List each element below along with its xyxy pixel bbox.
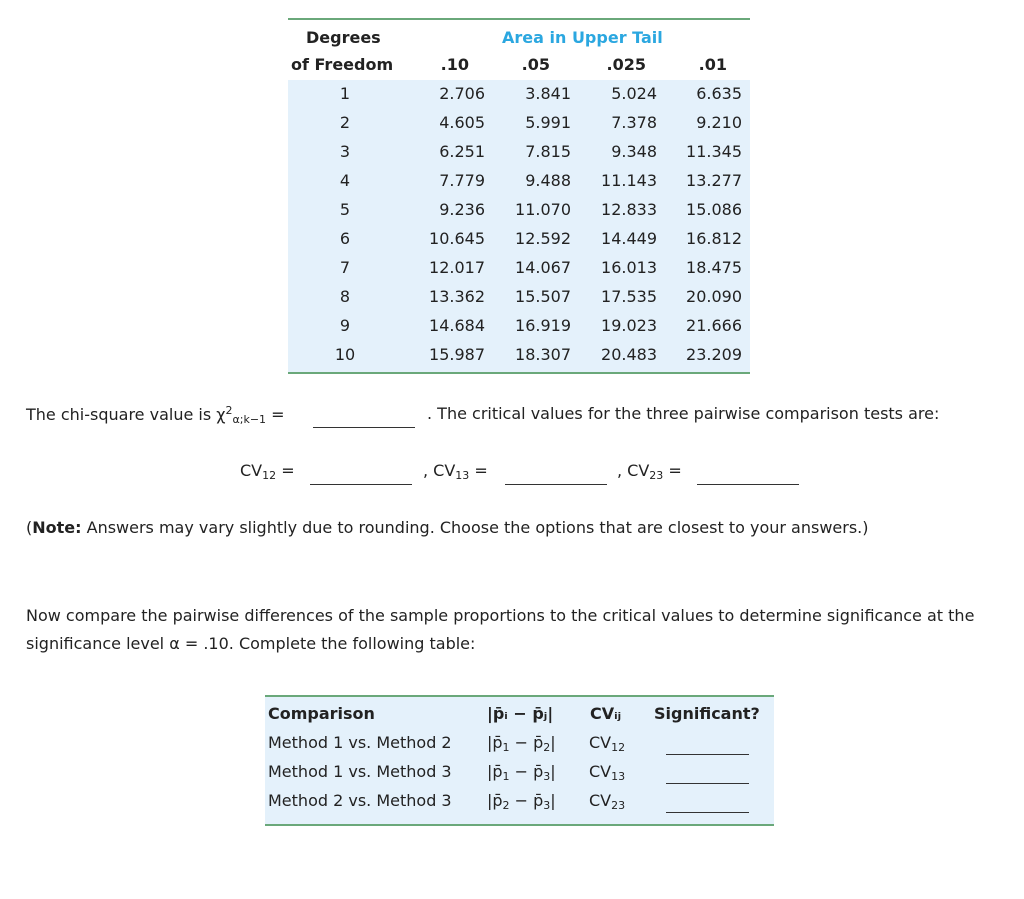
significant-answer-blank[interactable] [666,811,749,813]
critical-value-cell: 16.812 [686,229,742,248]
df-value: 3 [339,142,351,161]
critical-value-cell: 15.987 [429,345,485,364]
chi-square-answer-blank[interactable] [313,426,415,428]
critical-value-cell: 17.535 [601,287,657,306]
critical-value-cell: 11.070 [515,200,571,219]
cv13-answer-blank[interactable] [505,483,607,485]
cv23-label: , $CV_{23}$ = [617,461,682,482]
comparison-name: Method 1 vs. Method 3 [268,762,452,781]
critical-value-cell: 15.086 [686,200,742,219]
header-comparison: Comparison [268,704,375,723]
difference-expression: $|p̄_1$ − $p̄_3|$ [487,762,556,783]
critical-value-cell: 6.251 [439,142,485,161]
critical-value-cell: 11.345 [686,142,742,161]
critical-value-cell: 23.209 [686,345,742,364]
cv-expression: $CV_{12}$ [589,733,626,754]
header-degrees: Degrees [306,28,381,47]
critical-value-cell: 19.023 [601,316,657,335]
critical-value-cell: 18.475 [686,258,742,277]
critical-value-cell: 14.684 [429,316,485,335]
critical-value-cell: 7.779 [439,171,485,190]
critical-value-cell: 20.483 [601,345,657,364]
critical-value-cell: 11.143 [601,171,657,190]
header-of-freedom: of Freedom [291,55,394,74]
critical-value-cell: 3.841 [525,84,571,103]
chi-square-table [288,18,750,374]
df-value: 9 [339,316,351,335]
critical-value-cell: 9.488 [525,171,571,190]
critical-value-cell: 9.236 [439,200,485,219]
chi-square-prompt: The chi-square value is $\chi^2_{\alpha;k-1}$ = [26,404,285,426]
critical-value-cell: 6.635 [696,84,742,103]
critical-value-cell: 12.833 [601,200,657,219]
critical-value-cell: 14.449 [601,229,657,248]
critical-value-cell: 14.067 [515,258,571,277]
critical-value-cell: 4.605 [439,113,485,132]
cv12-label: $CV_{12}$ = [240,461,295,482]
df-value: 7 [339,258,351,277]
critical-value-cell: 10.645 [429,229,485,248]
critical-value-cell: 9.348 [611,142,657,161]
cv-expression: $CV_{13}$ [589,762,626,783]
rounding-note: (Note: Answers may vary slightly due to rounding. Choose the options that are closest to your answers.) [26,518,869,537]
comparison-name: Method 1 vs. Method 2 [268,733,452,752]
significant-answer-blank[interactable] [666,782,749,784]
pairwise-comparison-table [265,695,774,826]
header-alpha: .01 [698,55,727,74]
cv12-answer-blank[interactable] [310,483,412,485]
difference-expression: $|p̄_2$ − $p̄_3|$ [487,791,556,812]
critical-value-cell: 7.378 [611,113,657,132]
critical-value-cell: 5.991 [525,113,571,132]
header-alpha: .10 [440,55,469,74]
critical-value-cell: 2.706 [439,84,485,103]
critical-value-cell: 21.666 [686,316,742,335]
difference-expression: $|p̄_1$ − $p̄_2|$ [487,733,556,754]
critical-value-cell: 5.024 [611,84,657,103]
cv23-answer-blank[interactable] [697,483,799,485]
df-value: 5 [339,200,351,219]
critical-value-cell: 20.090 [686,287,742,306]
critical-value-cell: 13.362 [429,287,485,306]
header-alpha: .025 [606,55,646,74]
cv-expression: $CV_{23}$ [589,791,626,812]
df-value: 8 [339,287,351,306]
critical-value-cell: 15.507 [515,287,571,306]
df-value: 1 [339,84,351,103]
comparison-name: Method 2 vs. Method 3 [268,791,452,810]
df-value: 6 [339,229,351,248]
df-value: 2 [339,113,351,132]
critical-value-cell: 12.592 [515,229,571,248]
compare-instructions-line1: Now compare the pairwise differences of the sample proportions to the critical values to determine significance at the [26,606,975,625]
df-value: 4 [339,171,351,190]
critical-value-cell: 12.017 [429,258,485,277]
critical-value-cell: 7.815 [525,142,571,161]
cv13-label: , $CV_{13}$ = [423,461,488,482]
critical-value-cell: 18.307 [515,345,571,364]
critical-value-cell: 13.277 [686,171,742,190]
header-difference: |p̄ᵢ − p̄ⱼ| [487,704,554,723]
header-area-in-upper-tail: Area in Upper Tail [502,28,663,47]
critical-value-cell: 16.919 [515,316,571,335]
critical-values-text: . The critical values for the three pairwise comparison tests are: [427,404,940,423]
header-significant: Significant? [654,704,760,723]
compare-instructions-line2: significance level α = .10. Complete the following table: [26,634,476,653]
header-cv: CVᵢⱼ [590,704,622,723]
significant-answer-blank[interactable] [666,753,749,755]
df-value: 10 [334,345,356,364]
critical-value-cell: 9.210 [696,113,742,132]
critical-value-cell: 16.013 [601,258,657,277]
header-alpha: .05 [521,55,550,74]
